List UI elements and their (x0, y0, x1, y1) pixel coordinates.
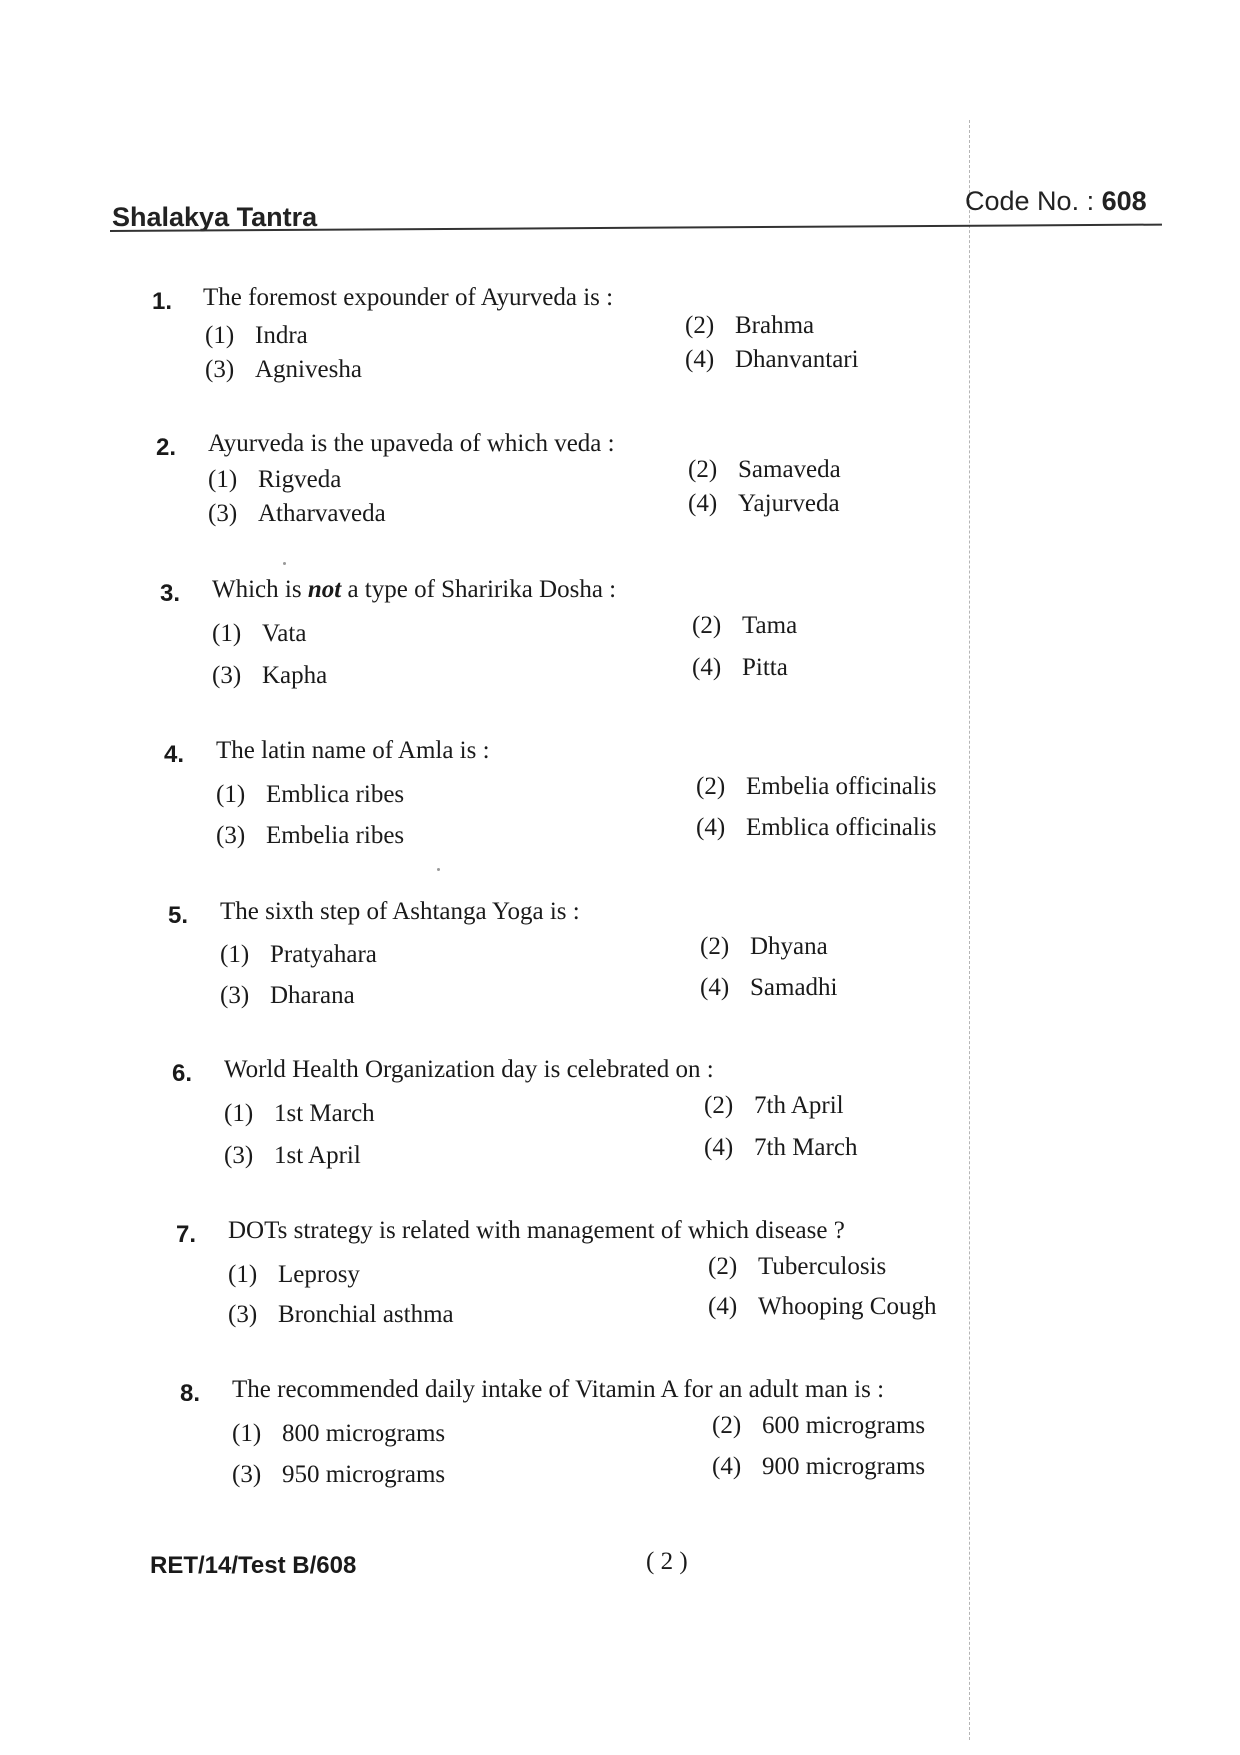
page-number: ( 2 ) (646, 1548, 688, 1575)
option-2[interactable]: (2) Embelia officinalis (696, 773, 937, 800)
question-stem: The foremost expounder of Ayurveda is : (203, 284, 614, 311)
option-3[interactable]: (3) Dharana (220, 982, 355, 1009)
option-1[interactable]: (1) Leprosy (228, 1261, 360, 1288)
emphasis-not: not (307, 576, 342, 603)
question-number: 6. (172, 1060, 193, 1087)
question-2 (0, 430, 1240, 564)
question-1 (0, 284, 1240, 418)
question-number: 2. (156, 434, 177, 461)
option-3[interactable]: (3) Agnivesha (205, 356, 362, 383)
option-3[interactable]: (3) 1st April (224, 1142, 361, 1169)
question-7 (0, 1217, 1240, 1351)
question-stem: Ayurveda is the upaveda of which veda : (208, 430, 615, 457)
question-6 (0, 1056, 1240, 1190)
option-4[interactable]: (4) 7th March (704, 1134, 858, 1161)
code-value: 608 (1101, 186, 1147, 216)
scan-speck (437, 868, 440, 871)
option-1[interactable]: (1) Rigveda (208, 466, 342, 493)
option-3[interactable]: (3) Bronchial asthma (228, 1301, 454, 1328)
scan-speck (283, 562, 286, 565)
question-stem: World Health Organization day is celebrated on : (224, 1056, 714, 1083)
question-8 (0, 1376, 1240, 1510)
question-number: 5. (168, 902, 189, 929)
option-4[interactable]: (4) Yajurveda (688, 490, 840, 517)
option-3[interactable]: (3) Kapha (212, 662, 328, 689)
option-2[interactable]: (2) Dhyana (700, 933, 828, 960)
option-3[interactable]: (3) Embelia ribes (216, 822, 405, 849)
option-4[interactable]: (4) Whooping Cough (708, 1293, 937, 1320)
option-1[interactable]: (1) Emblica ribes (216, 781, 405, 808)
option-1[interactable]: (1) Pratyahara (220, 941, 377, 968)
question-number: 1. (152, 288, 173, 315)
option-2[interactable]: (2) Tama (692, 612, 798, 639)
question-stem: DOTs strategy is related with management of which disease ? (228, 1217, 845, 1244)
question-number: 4. (164, 741, 185, 768)
question-number: 3. (160, 580, 181, 607)
option-2[interactable]: (2) Brahma (685, 312, 815, 339)
question-stem: The recommended daily intake of Vitamin A for an adult man is : (232, 1376, 885, 1403)
question-4 (0, 737, 1240, 871)
option-1[interactable]: (1) 1st March (224, 1100, 375, 1127)
option-2[interactable]: (2) Tuberculosis (708, 1253, 887, 1280)
question-number: 8. (180, 1380, 201, 1407)
option-1[interactable]: (1) Indra (205, 322, 308, 349)
paper-id: RET/14/Test B/608 (150, 1552, 357, 1579)
option-4[interactable]: (4) Samadhi (700, 974, 838, 1001)
option-2[interactable]: (2) Samaveda (688, 456, 841, 483)
subject-title: Shalakya Tantra (112, 202, 318, 232)
option-4[interactable]: (4) 900 micrograms (712, 1453, 926, 1480)
question-stem: Which is not a type of Sharirika Dosha : (212, 576, 617, 603)
code-label: Code No. : (965, 186, 1095, 216)
option-3[interactable]: (3) 950 micrograms (232, 1461, 446, 1488)
option-4[interactable]: (4) Emblica officinalis (696, 814, 937, 841)
question-3 (0, 576, 1240, 710)
option-3[interactable]: (3) Atharvaveda (208, 500, 386, 527)
question-stem: The sixth step of Ashtanga Yoga is : (220, 898, 580, 925)
option-2[interactable]: (2) 7th April (704, 1092, 844, 1119)
code-number (965, 186, 1147, 217)
question-5 (0, 898, 1240, 1032)
question-stem: The latin name of Amla is : (216, 737, 490, 764)
option-4[interactable]: (4) Pitta (692, 654, 788, 681)
option-1[interactable]: (1) Vata (212, 620, 307, 647)
option-2[interactable]: (2) 600 micrograms (712, 1412, 926, 1439)
question-number: 7. (176, 1221, 197, 1248)
option-1[interactable]: (1) 800 micrograms (232, 1420, 446, 1447)
option-4[interactable]: (4) Dhanvantari (685, 346, 859, 373)
